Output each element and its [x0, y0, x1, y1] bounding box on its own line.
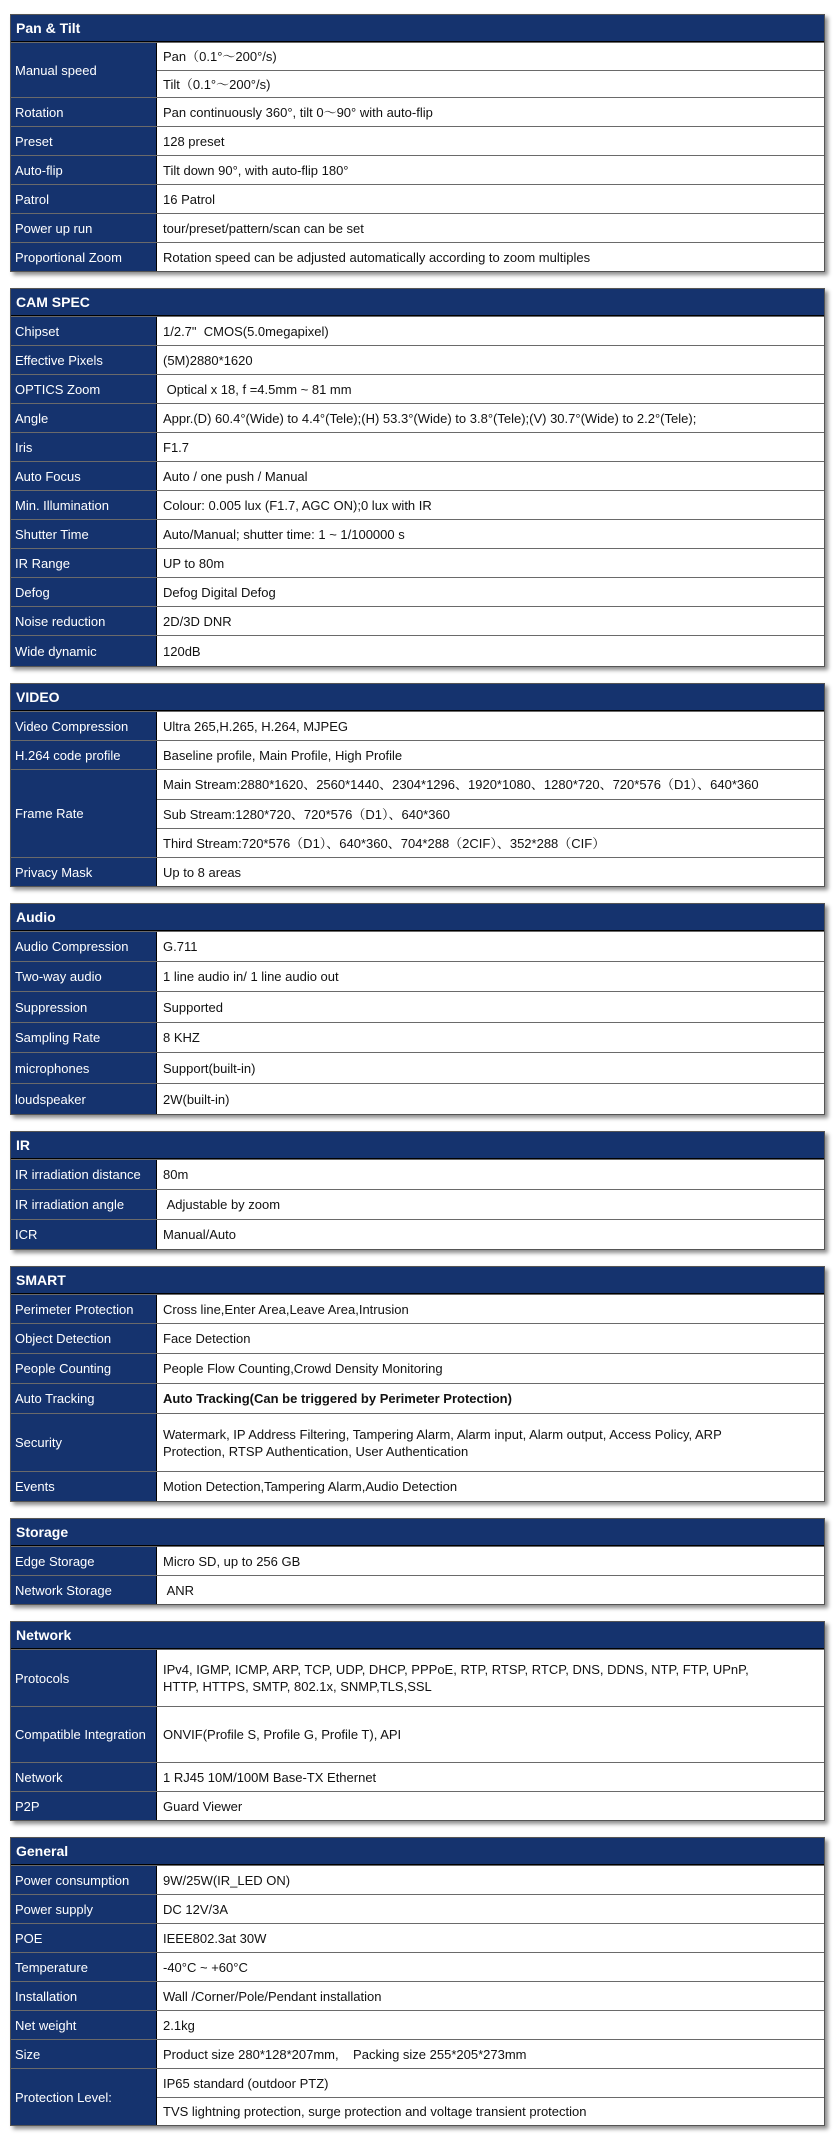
section-cam-spec — [10, 288, 825, 667]
spec-row — [11, 548, 824, 577]
spec-value: People Flow Counting,Crowd Density Monitoring — [163, 1361, 443, 1376]
spec-label: Manual speed — [11, 43, 157, 97]
section-ir — [10, 1131, 825, 1250]
spec-value: Support(built-in) — [163, 1060, 256, 1076]
spec-value: Defog Digital Defog — [163, 584, 276, 600]
spec-label: Noise reduction — [11, 607, 157, 635]
spec-label: Sampling Rate — [11, 1023, 157, 1052]
spec-label: Temperature — [11, 1953, 157, 1981]
spec-value: 2.1kg — [163, 2017, 195, 2033]
spec-label: Patrol — [11, 185, 157, 213]
spec-row — [11, 155, 824, 184]
spec-value: Guard Viewer — [163, 1798, 243, 1814]
spec-label: H.264 code profile — [11, 741, 157, 769]
spec-value: Supported — [163, 999, 223, 1015]
spec-value: Face Detection — [163, 1331, 251, 1346]
section-title: VIDEO — [11, 684, 824, 711]
spec-value: Watermark, IP Address Filtering, Tampering Alarm, Alarm input, Alarm output, Access Policy, ARP Protection, RTSP Authentication, User Authentication — [163, 1426, 722, 1459]
spec-value: 9W/25W(IR_LED ON) — [163, 1872, 291, 1888]
spec-label: loudspeaker — [11, 1084, 157, 1114]
spec-value: 16 Patrol — [163, 191, 216, 207]
spec-row — [11, 1865, 824, 1894]
spec-value: IEEE802.3at 30W — [163, 1930, 267, 1946]
spec-label: Security — [11, 1414, 157, 1471]
section-pan-tilt — [10, 14, 825, 272]
spec-value: F1.7 — [163, 439, 190, 455]
spec-value: Sub Stream:1280*720、720*576（D1）、640*360 — [157, 799, 824, 828]
spec-value: UP to 80m — [163, 555, 225, 571]
spec-value: Auto/Manual; shutter time: 1 ~ 1/100000 s — [163, 526, 405, 542]
spec-value: 1 line audio in/ 1 line audio out — [163, 969, 339, 984]
spec-value: IP65 standard (outdoor PTZ) — [163, 2075, 329, 2091]
spec-label: Power supply — [11, 1895, 157, 1923]
spec-label: Chipset — [11, 317, 157, 345]
spec-label: Auto-flip — [11, 156, 157, 184]
spec-value: Baseline profile, Main Profile, High Profile — [163, 747, 403, 763]
spec-row — [11, 316, 824, 345]
spec-row — [11, 1189, 824, 1219]
spec-value: ANR — [163, 1582, 195, 1598]
spec-label: Preset — [11, 127, 157, 155]
spec-label: Size — [11, 2040, 157, 2068]
section-title: General — [11, 1838, 824, 1865]
spec-label: Compatible Integration — [11, 1707, 157, 1762]
spec-label: OPTICS Zoom — [11, 375, 157, 403]
section-title: CAM SPEC — [11, 289, 824, 316]
spec-value: Pan（0.1°～200°/s) — [163, 49, 277, 64]
spec-value: 128 preset — [163, 133, 225, 149]
section-title: Audio — [11, 904, 824, 931]
spec-label: Effective Pixels — [11, 346, 157, 374]
spec-row — [11, 1083, 824, 1114]
spec-row — [11, 1762, 824, 1791]
spec-value: Up to 8 areas — [163, 864, 242, 880]
spec-value: 1/2.7" CMOS(5.0megapixel) — [163, 323, 329, 339]
spec-value: Tilt down 90°, with auto-flip 180° — [163, 162, 349, 178]
section-storage — [10, 1518, 825, 1605]
spec-label: Power consumption — [11, 1866, 157, 1894]
spec-value: Pan continuously 360°, tilt 0～90° with auto-flip — [163, 104, 433, 120]
spec-row — [11, 403, 824, 432]
section-audio — [10, 903, 825, 1115]
spec-value: 80m — [163, 1167, 189, 1182]
spec-value: Tilt（0.1°～200°/s) — [157, 70, 824, 97]
spec-row — [11, 213, 824, 242]
spec-value: (5M)2880*1620 — [163, 352, 253, 368]
spec-label: People Counting — [11, 1354, 157, 1383]
spec-value: ONVIF(Profile S, Profile G, Profile T), API — [163, 1727, 402, 1742]
spec-label: Two-way audio — [11, 962, 157, 991]
spec-row — [11, 1383, 824, 1413]
spec-label: POE — [11, 1924, 157, 1952]
spec-row — [11, 242, 824, 271]
spec-row — [11, 519, 824, 548]
spec-row — [11, 740, 824, 769]
spec-value: Motion Detection,Tampering Alarm,Audio Detection — [163, 1479, 458, 1494]
spec-row — [11, 1323, 824, 1353]
spec-value: -40°C ~ +60°C — [163, 1959, 248, 1975]
spec-label: Installation — [11, 1982, 157, 2010]
spec-value: Cross line,Enter Area,Leave Area,Intrusion — [163, 1301, 409, 1317]
spec-row — [11, 432, 824, 461]
spec-label: Wide dynamic — [11, 636, 157, 666]
spec-label: Network Storage — [11, 1576, 157, 1604]
section-title: Network — [11, 1622, 824, 1649]
spec-value: Micro SD, up to 256 GB — [163, 1553, 301, 1569]
spec-value: Optical x 18, f =4.5mm ~ 81 mm — [163, 381, 352, 397]
spec-value: Third Stream:720*576（D1）、640*360、704*288（2CIF）、352*288（CIF） — [157, 828, 824, 857]
spec-value: Manual/Auto — [163, 1227, 236, 1242]
spec-sheet — [10, 14, 825, 2142]
spec-row — [11, 961, 824, 991]
spec-row — [11, 42, 824, 97]
spec-label: Network — [11, 1763, 157, 1791]
spec-label: microphones — [11, 1053, 157, 1083]
spec-row — [11, 2039, 824, 2068]
spec-label: Proportional Zoom — [11, 243, 157, 271]
spec-label: Events — [11, 1472, 157, 1501]
spec-value: IPv4, IGMP, ICMP, ARP, TCP, UDP, DHCP, PPPoE, RTP, RTSP, RTCP, DNS, DDNS, NTP, FTP, UPnP, HTTP, HTTPS, SMTP, 802.1x, SNMP,TLS,SSL — [163, 1662, 749, 1694]
spec-value: 1 RJ45 10M/100M Base-TX Ethernet — [163, 1769, 377, 1785]
spec-label: Protection Level: — [11, 2069, 157, 2125]
spec-row — [11, 345, 824, 374]
spec-value: Auto / one push / Manual — [163, 468, 308, 484]
spec-label: Video Compression — [11, 712, 157, 740]
spec-value: 120dB — [163, 643, 201, 659]
spec-value: Main Stream:2880*1620、2560*1440、2304*1296、1920*1080、1280*720、720*576（D1）、640*360 — [163, 777, 759, 792]
spec-label: Auto Tracking — [11, 1384, 157, 1413]
spec-row — [11, 577, 824, 606]
section-title: Pan & Tilt — [11, 15, 824, 42]
spec-label: Audio Compression — [11, 932, 157, 961]
spec-value: Rotation speed can be adjusted automatically according to zoom multiples — [163, 249, 591, 265]
spec-row — [11, 991, 824, 1022]
spec-value: 2D/3D DNR — [163, 613, 232, 629]
spec-label: Frame Rate — [11, 770, 157, 857]
spec-label: Protocols — [11, 1650, 157, 1706]
spec-row — [11, 1546, 824, 1575]
section-smart — [10, 1266, 825, 1502]
spec-label: IR Range — [11, 549, 157, 577]
spec-label: Auto Focus — [11, 462, 157, 490]
spec-row — [11, 1022, 824, 1052]
spec-value: 2W(built-in) — [163, 1091, 230, 1107]
section-title: IR — [11, 1132, 824, 1159]
spec-value: TVS lightning protection, surge protection and voltage transient protection — [157, 2097, 824, 2125]
spec-label: ICR — [11, 1220, 157, 1249]
spec-label: P2P — [11, 1792, 157, 1820]
spec-label: Net weight — [11, 2011, 157, 2039]
spec-row — [11, 1706, 824, 1762]
spec-label: Shutter Time — [11, 520, 157, 548]
spec-label: Rotation — [11, 98, 157, 126]
spec-row — [11, 606, 824, 635]
spec-row — [11, 1219, 824, 1249]
spec-row — [11, 97, 824, 126]
spec-label: Privacy Mask — [11, 858, 157, 886]
spec-label: Object Detection — [11, 1324, 157, 1353]
section-video — [10, 683, 825, 887]
spec-row — [11, 1791, 824, 1820]
spec-value: Wall /Corner/Pole/Pendant installation — [163, 1988, 382, 2004]
spec-value: Ultra 265,H.265, H.264, MJPEG — [163, 718, 348, 734]
section-network — [10, 1621, 825, 1821]
spec-value: Adjustable by zoom — [163, 1197, 281, 1212]
spec-row — [11, 2010, 824, 2039]
spec-value: tour/preset/pattern/scan can be set — [163, 220, 364, 236]
spec-label: Edge Storage — [11, 1547, 157, 1575]
spec-row — [11, 1981, 824, 2010]
spec-row — [11, 635, 824, 666]
spec-row — [11, 1052, 824, 1083]
section-title: Storage — [11, 1519, 824, 1546]
spec-row — [11, 1159, 824, 1189]
spec-label: Defog — [11, 578, 157, 606]
spec-label: Suppression — [11, 992, 157, 1022]
spec-value: G.711 — [163, 939, 198, 954]
spec-value: Product size 280*128*207mm, Packing size 255*205*273mm — [163, 2046, 527, 2062]
spec-value: Appr.(D) 60.4°(Wide) to 4.4°(Tele);(H) 53.3°(Wide) to 3.8°(Tele);(V) 30.7°(Wide) to 2.2°(Tele); — [163, 410, 697, 426]
spec-label: Iris — [11, 433, 157, 461]
spec-row — [11, 1923, 824, 1952]
spec-row — [11, 931, 824, 961]
spec-row — [11, 857, 824, 886]
section-title: SMART — [11, 1267, 824, 1294]
spec-row — [11, 1294, 824, 1323]
spec-value: Auto Tracking(Can be triggered by Perimeter Protection) — [163, 1391, 512, 1406]
spec-row — [11, 461, 824, 490]
spec-row — [11, 374, 824, 403]
spec-row — [11, 1649, 824, 1706]
spec-value: Colour: 0.005 lux (F1.7, AGC ON);0 lux with IR — [163, 497, 432, 513]
spec-row — [11, 490, 824, 519]
spec-row — [11, 769, 824, 857]
section-general — [10, 1837, 825, 2126]
spec-label: IR irradiation angle — [11, 1190, 157, 1219]
spec-label: Angle — [11, 404, 157, 432]
spec-row — [11, 126, 824, 155]
spec-label: Min. Illumination — [11, 491, 157, 519]
spec-row — [11, 1353, 824, 1383]
spec-label: IR irradiation distance — [11, 1160, 157, 1189]
spec-row — [11, 1952, 824, 1981]
spec-row — [11, 1471, 824, 1501]
spec-value: DC 12V/3A — [163, 1901, 229, 1917]
spec-label: Power up run — [11, 214, 157, 242]
spec-value: 8 KHZ — [163, 1030, 200, 1045]
spec-label: Perimeter Protection — [11, 1295, 157, 1323]
spec-row — [11, 2068, 824, 2125]
spec-row — [11, 184, 824, 213]
spec-row — [11, 1894, 824, 1923]
spec-row — [11, 711, 824, 740]
spec-row — [11, 1413, 824, 1471]
spec-row — [11, 1575, 824, 1604]
